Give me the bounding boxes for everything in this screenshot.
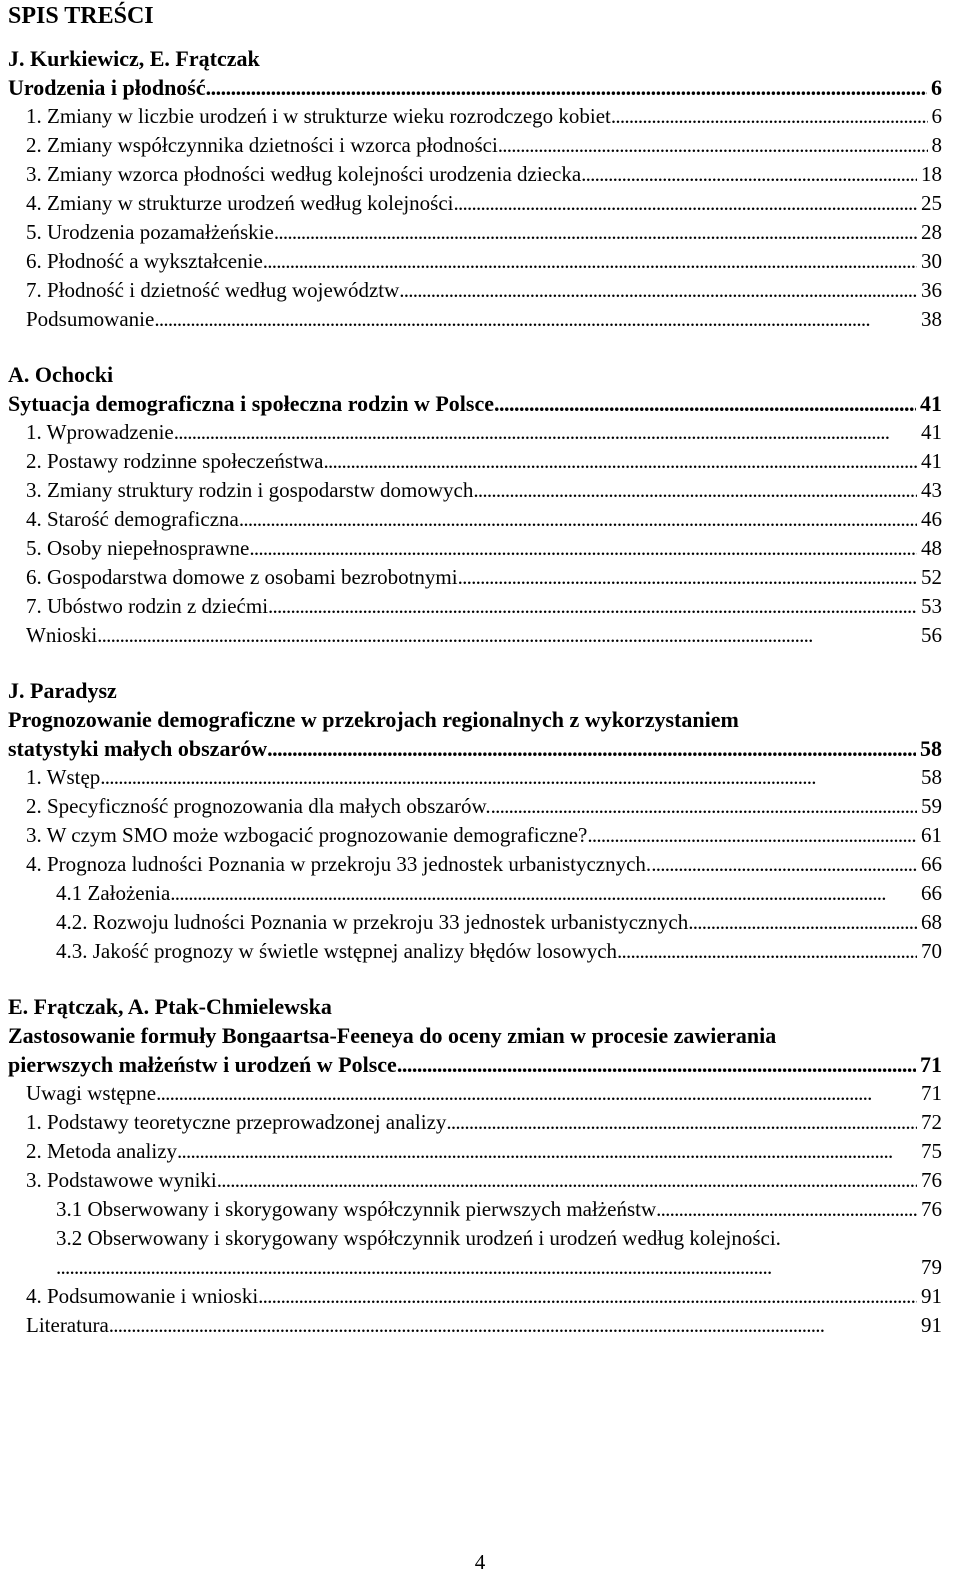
toc-entry-label: 4. Starość demograficzna (26, 507, 239, 531)
section-title-line: Zastosowanie formuły Bongaartsa-Feeneya do oceny zmian w procesie zawierania (8, 1023, 777, 1048)
toc-entry-label: 4.2. Rozwoju ludności Poznania w przekroju 33 jednostek urbanistycznych (56, 910, 689, 934)
toc-entry-page: 91 (921, 1313, 942, 1337)
toc-entry[interactable] (8, 305, 942, 334)
toc-entry-page: 79 (921, 1255, 942, 1279)
toc-entry-page: 25 (921, 191, 942, 215)
section-author: J. Kurkiewicz, E. Frątczak (8, 46, 260, 71)
toc-entry-label: statystyki małych obszarów (8, 736, 268, 761)
toc-entry-page: 36 (921, 278, 942, 302)
toc-entry[interactable] (8, 792, 942, 821)
toc-entry-label: Uwagi wstępne (26, 1081, 157, 1105)
toc-entry-page: 58 (921, 765, 942, 789)
dot-leader (688, 908, 917, 937)
toc-entry-page: 68 (921, 910, 942, 934)
toc-entry-label: 2. Zmiany współczynnika dzietności i wzorca płodności (26, 133, 498, 157)
toc-entry[interactable] (8, 1137, 942, 1166)
toc-entry-label: 5. Urodzenia pozamałżeńskie (26, 220, 274, 244)
toc-entry[interactable] (8, 534, 942, 563)
toc-entry[interactable] (8, 247, 942, 276)
toc-entry[interactable] (8, 763, 942, 792)
toc-entry-label: 4. Zmiany w strukturze urodzeń według kolejności (26, 191, 454, 215)
toc-entry-page: 48 (921, 536, 942, 560)
toc-entry[interactable] (8, 189, 942, 218)
toc-entry-label: Urodzenia i płodność (8, 75, 206, 100)
toc-entry[interactable] (8, 1253, 942, 1282)
toc-entry-label: 7. Ubóstwo rodzin z dziećmi (26, 594, 269, 618)
toc-entry-page: 8 (931, 133, 942, 157)
toc-entry-label: 3.2 Obserwowany i skorygowany współczynnik urodzeń i urodzeń według kolejności. (56, 1226, 781, 1250)
dot-leader (267, 734, 916, 763)
toc-entry[interactable] (8, 476, 942, 505)
toc-entry-page: 76 (921, 1168, 942, 1192)
section-author: A. Ochocki (8, 362, 114, 387)
dot-leader (458, 563, 917, 592)
toc-entry[interactable] (8, 418, 942, 447)
toc-entry[interactable] (8, 131, 942, 160)
section-author: J. Paradysz (8, 678, 117, 703)
toc-entry-page: 56 (921, 623, 942, 647)
toc-entry-label: 4.3. Jakość prognozy w świetle wstępnej analizy błędów losowych (56, 939, 618, 963)
toc-entry-page: 6 (931, 75, 942, 100)
toc-entry-page: 66 (921, 881, 942, 905)
toc-entry[interactable] (8, 937, 942, 966)
dot-leader (206, 73, 927, 102)
toc-article-title[interactable] (8, 734, 942, 763)
dot-leader (56, 1253, 917, 1282)
dot-leader (611, 102, 928, 131)
toc-entry[interactable] (8, 879, 942, 908)
toc-entry[interactable] (8, 1195, 942, 1224)
toc-entry-page: 91 (921, 1284, 942, 1308)
toc-entry-page: 71 (920, 1052, 942, 1077)
dot-leader (587, 821, 917, 850)
toc-article-title[interactable] (8, 389, 942, 418)
toc-section (8, 992, 942, 1340)
toc-entry-label: 1. Wprowadzenie (26, 420, 174, 444)
dot-leader (97, 621, 917, 650)
section-title-line: Prognozowanie demograficzne w przekrojach regionalnych z wykorzystaniem (8, 707, 739, 732)
toc-entry-page: 61 (921, 823, 942, 847)
dot-leader (258, 1282, 917, 1311)
toc-entry[interactable] (8, 447, 942, 476)
toc-entry-label: 4.1 Założenia (56, 881, 171, 905)
page-number: 4 (474, 1550, 486, 1574)
dot-leader (473, 476, 917, 505)
toc-entry-page: 18 (921, 162, 942, 186)
toc-entry-label: Literatura (26, 1313, 109, 1337)
toc-entry-page: 41 (921, 449, 942, 473)
dot-leader (491, 792, 917, 821)
toc-sections (8, 44, 942, 1366)
toc-entry-label: 2. Postawy rodzinne społeczeństwa (26, 449, 324, 473)
toc-entry[interactable] (8, 505, 942, 534)
toc-article-title[interactable] (8, 73, 942, 102)
toc-section (8, 44, 942, 334)
toc-entry-label: Wnioski (26, 623, 98, 647)
toc-entry-label: 3. Zmiany struktury rodzin i gospodarstw domowych (26, 478, 474, 502)
dot-leader (274, 218, 917, 247)
toc-entry[interactable] (8, 908, 942, 937)
toc-entry-label: Podsumowanie (26, 307, 155, 331)
toc-entry-label: 4. Prognoza ludności Poznania w przekroju 33 jednostek urbanistycznych. (26, 852, 652, 876)
dot-leader (268, 592, 917, 621)
toc-entry-label: 3.1 Obserwowany i skorygowany współczynnik pierwszych małżeństw (56, 1197, 657, 1221)
toc-entry-label: 6. Płodność a wykształcenie (26, 249, 263, 273)
toc-entry-label: 2. Specyficzność prognozowania dla małych obszarów. (26, 794, 491, 818)
toc-entry[interactable] (8, 592, 942, 621)
toc-entry[interactable] (8, 102, 942, 131)
toc-entry-page: 46 (921, 507, 942, 531)
toc-entry-label: pierwszych małżeństw i urodzeń w Polsce (8, 1052, 397, 1077)
dot-leader (651, 850, 917, 879)
dot-leader (174, 418, 917, 447)
toc-section (8, 360, 942, 650)
toc-entry-page: 71 (921, 1081, 942, 1105)
toc-entry-label: 6. Gospodarstwa domowe z osobami bezrobotnymi (26, 565, 458, 589)
toc-entry-page: 66 (921, 852, 942, 876)
toc-entry-page: 58 (920, 736, 942, 761)
dot-leader (263, 247, 917, 276)
dot-leader (156, 1079, 917, 1108)
dot-leader (453, 189, 917, 218)
toc-entry-page: 59 (921, 794, 942, 818)
toc-entry[interactable] (8, 821, 942, 850)
toc-entry-page: 53 (921, 594, 942, 618)
toc-entry-page: 6 (931, 104, 942, 128)
toc-entry-page: 41 (920, 391, 942, 416)
toc-entry-page: 38 (921, 307, 942, 331)
toc-entry[interactable] (8, 1079, 942, 1108)
dot-leader (239, 505, 917, 534)
toc-title: SPIS TREŚCI (8, 3, 154, 29)
toc-entry-label: 3. Podstawowe wyniki (26, 1168, 217, 1192)
toc-section (8, 676, 942, 966)
toc-entry-page: 76 (921, 1197, 942, 1221)
dot-leader (446, 1108, 917, 1137)
section-author: E. Frątczak, A. Ptak-Chmielewska (8, 994, 332, 1019)
dot-leader (581, 160, 917, 189)
toc-entry-page: 28 (921, 220, 942, 244)
toc-entry[interactable] (8, 218, 942, 247)
toc-article-title[interactable] (8, 1050, 942, 1079)
dot-leader (494, 389, 916, 418)
dot-leader (323, 447, 917, 476)
toc-entry[interactable] (8, 850, 942, 879)
dot-leader (170, 879, 917, 908)
dot-leader (249, 534, 917, 563)
toc-entry-label: 4. Podsumowanie i wnioski (26, 1284, 259, 1308)
toc-entry-label: 1. Zmiany w liczbie urodzeń i w strukturze wieku rozrodczego kobiet (26, 104, 611, 128)
toc-entry-page: 30 (921, 249, 942, 273)
toc-entry-page: 43 (921, 478, 942, 502)
dot-leader (109, 1311, 917, 1340)
toc-entry-label: 5. Osoby niepełnosprawne (26, 536, 250, 560)
toc-entry-label: 1. Wstęp (26, 765, 101, 789)
dot-leader (656, 1195, 917, 1224)
dot-leader (397, 1050, 916, 1079)
toc-entry[interactable] (8, 563, 942, 592)
toc-entry[interactable] (8, 1282, 942, 1311)
toc-entry-label: Sytuacja demograficzna i społeczna rodzin w Polsce (8, 391, 494, 416)
dot-leader (217, 1166, 917, 1195)
toc-entry-label: 1. Podstawy teoretyczne przeprowadzonej analizy (26, 1110, 447, 1134)
toc-entry-label: 3. W czym SMO może wzbogacić prognozowanie demograficzne? (26, 823, 588, 847)
toc-entry-page: 72 (921, 1110, 942, 1134)
toc-entry[interactable] (8, 1108, 942, 1137)
dot-leader (100, 763, 917, 792)
dot-leader (177, 1137, 917, 1166)
toc-entry[interactable] (8, 621, 942, 650)
toc-entry[interactable] (8, 160, 942, 189)
toc-entry[interactable] (8, 1166, 942, 1195)
dot-leader (617, 937, 917, 966)
toc-entry-page: 52 (921, 565, 942, 589)
toc-entry-label: 2. Metoda analizy (26, 1139, 178, 1163)
toc-entry-label: 3. Zmiany wzorca płodności według kolejności urodzenia dziecka (26, 162, 582, 186)
toc-entry[interactable] (8, 1311, 942, 1340)
toc-entry-page: 70 (921, 939, 942, 963)
toc-entry-page: 41 (921, 420, 942, 444)
dot-leader (154, 305, 917, 334)
dot-leader (498, 131, 928, 160)
toc-entry-page: 75 (921, 1139, 942, 1163)
toc-entry-label: 7. Płodność i dzietność według województw (26, 278, 400, 302)
toc-entry[interactable] (8, 276, 942, 305)
dot-leader (399, 276, 917, 305)
